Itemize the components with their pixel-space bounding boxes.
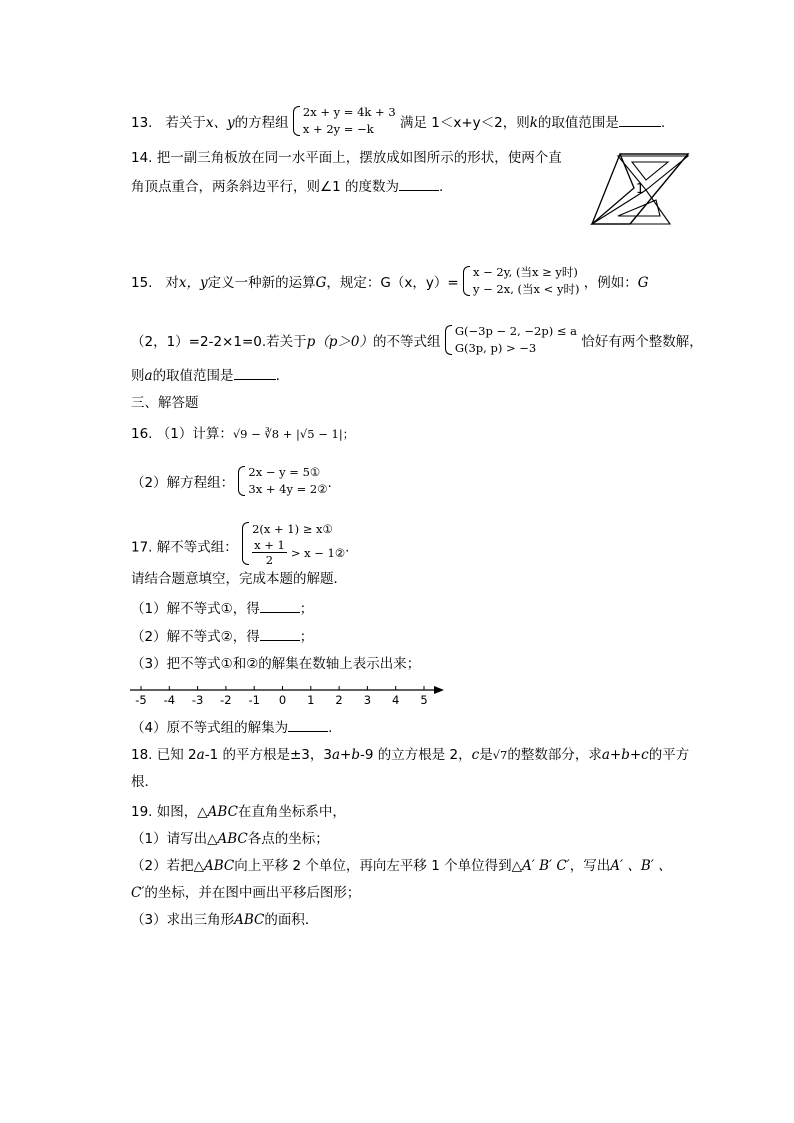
- number-line-tick-label: 3: [363, 693, 372, 707]
- q16-equation-system: 2x − y = 5① 3x + 4y = 2②: [238, 464, 327, 498]
- answer-blank[interactable]: [260, 598, 300, 613]
- q16-part2: （2）解方程组： 2x − y = 5① 3x + 4y = 2② .: [131, 465, 332, 496]
- q15-line2: （2，1）=2-2×1=0.若关于p（p＞0）的不等式组 G(−3p − 2, −2p) ≤ a G(3p, p) > −3 恰好有两个整数解，: [131, 324, 703, 355]
- number-line-tick-label: -2: [220, 693, 232, 707]
- number-line-tick-label: -1: [248, 693, 260, 707]
- q19-step3: （3）求出三角形ABC的面积．: [131, 912, 319, 928]
- q17-step1: （1）解不等式①，得 ；: [131, 598, 313, 619]
- number-line-tick-label: 4: [392, 693, 400, 707]
- answer-blank[interactable]: [260, 626, 300, 641]
- q17-step4: （4）原不等式组的解集为 .: [131, 717, 332, 738]
- number-line-tick-label: 0: [278, 693, 287, 707]
- q15-line3: 则a的取值范围是 .: [131, 365, 280, 386]
- q17: 17. 解不等式组： 2(x + 1) ≥ x① x + 1 2 > x − 1② .: [131, 522, 350, 567]
- q14-line1: 14. 把一副三角板放在同一水平面上，摆放成如图所示的形状，使两个直: [131, 150, 562, 166]
- answer-blank[interactable]: [619, 112, 661, 127]
- number-line-tick-label: 2: [335, 693, 343, 707]
- q18-line2: 根．: [131, 774, 158, 790]
- number-line: [128, 680, 453, 710]
- q17-step2: （2）解不等式②，得 ；: [131, 626, 313, 647]
- q19-step1: （1）请写出△ABC各点的坐标；: [131, 831, 329, 847]
- q15-inequality-system: G(−3p − 2, −2p) ≤ a G(3p, p) > −3: [445, 323, 577, 357]
- q17-inequality-system: 2(x + 1) ≥ x① x + 1 2 > x − 1②: [242, 520, 345, 567]
- number-line-tick-label: 1: [307, 693, 315, 707]
- number-line-tick-label: 5: [420, 693, 428, 707]
- q19-step2-cont: C′的坐标，并在图中画出平移后图形；: [131, 885, 361, 901]
- section-heading: 三、解答题: [131, 395, 199, 411]
- number-line-tick-label: -4: [163, 693, 176, 707]
- arrow-icon: [434, 686, 444, 694]
- angle-1-label: 1: [636, 182, 645, 197]
- number-line-tick-label: -3: [191, 693, 204, 707]
- q15-line1: 15. 对x，y定义一种新的运算G，规定：G（x，y）= x − 2y, (当x ≥ y时) y − 2x, (当x < y时) ，例如：G: [131, 265, 649, 296]
- answer-blank[interactable]: [399, 176, 439, 191]
- number-line-tick-label: -5: [135, 693, 147, 707]
- q14-line2: 角顶点重合，两条斜边平行，则∠1 的度数为 .: [131, 176, 443, 197]
- q16-part1: 16. （1）计算：√9 − ∛8 + |√5 − 1|；: [131, 426, 355, 442]
- q19-line1: 19. 如图，△ABC在直角坐标系中，: [131, 804, 346, 820]
- triangle-boards-figure: [590, 150, 695, 228]
- q18-line1: 18. 已知 2a-1 的平方根是±3，3a+b-9 的立方根是 2，c是√7的整数部分，求a+b+c的平方: [131, 747, 690, 763]
- q17-instruction: 请结合题意填空，完成本题的解题．: [131, 571, 347, 587]
- q19-step2: （2）若把△ABC向上平移 2 个单位，再向左平移 1 个单位得到△A′ B′ C′，写出A′ 、B′ 、: [131, 858, 672, 874]
- q15-piecewise-definition: x − 2y, (当x ≥ y时) y − 2x, (当x < y时): [463, 264, 579, 298]
- answer-blank[interactable]: [234, 365, 276, 380]
- q13: 13. 若关于x、y的方程组 2x + y = 4k + 3 x + 2y = −k 满足 1＜x+y＜2，则k的取值范围是 .: [131, 105, 666, 136]
- answer-blank[interactable]: [288, 717, 328, 732]
- q17-step3: （3）把不等式①和②的解集在数轴上表示出来；: [131, 656, 421, 672]
- q13-equation-system: 2x + y = 4k + 3 x + 2y = −k: [293, 104, 396, 138]
